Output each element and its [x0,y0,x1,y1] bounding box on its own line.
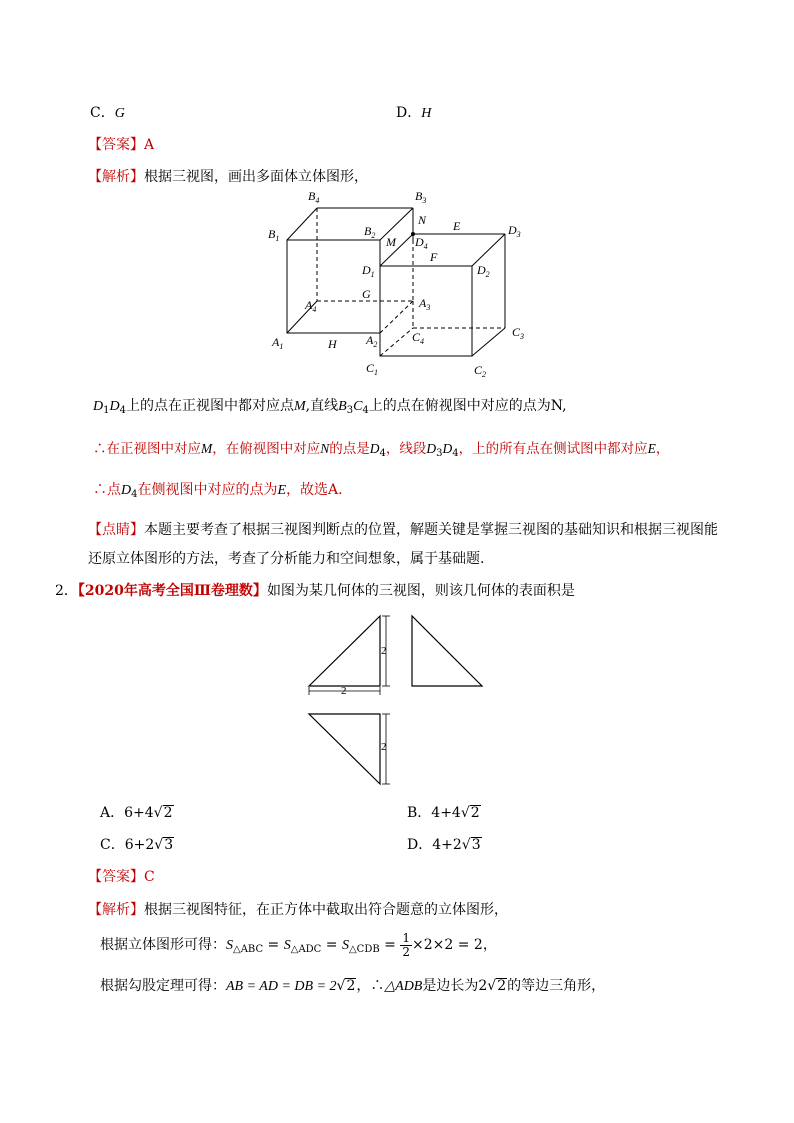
q2-pyth-line: 根据勾股定理可得：AB = AD = DB = 2√2，∴△ADB是边长为2√2的等边三角形， [100,978,606,994]
s3: S [341,938,349,953]
option-d-letter: D． [396,105,422,121]
label-d3: $D_3$ [508,223,521,239]
q1-analysis [88,166,368,186]
therefore-sign: ∴ [93,482,107,498]
answer-tag: 【答案】 [88,869,144,885]
pyth-mid: ，∴ [356,978,385,994]
label-d4: $D_4$ [415,235,428,251]
right-cube-edge-d2d3 [472,234,505,266]
line1-text2: ,直线 [305,398,339,414]
area-tail: ×2×2 = 2 [411,937,483,953]
frac-den: 2 [402,944,410,959]
line2-text2: ，在俯视图中对应 [212,441,321,457]
q2-analysis [88,899,508,919]
line2-text6: ， [655,441,670,457]
point-n: N [320,441,330,456]
source-tag: 【2020年高考全国Ⅲ卷理数】 [77,583,267,599]
q1-line1 [93,395,567,416]
question-stem: 如图为某几何体的三视图，则该几何体的表面积是 [266,583,575,599]
label-b3: $B_3$ [415,189,427,205]
label-a1: $A_1$ [272,335,284,351]
pyth-expr: AB = AD = DB = 2 [226,979,337,994]
answer-value: C [144,869,155,885]
option-root: 3 [471,837,481,853]
label-a4: $A_4$ [305,298,317,314]
pyth-root: 2 [346,978,356,994]
side-view [412,616,482,686]
seg: D [121,483,132,498]
label-d1: $D_1$ [362,263,375,279]
pyth-lead: 根据勾股定理可得： [100,978,226,994]
seg-c: B [338,399,347,414]
q2-option-a: A．6+4√2 [100,805,173,821]
question-number: 2． [55,583,78,599]
top-view [309,714,380,784]
line3-text2: 在侧视图中对应的点为 [137,482,278,498]
comment-text2: 还原立体图形的方法，考查了分析能力和空间想象，属于基础题. [88,551,485,567]
s3-sub: △CDB [348,944,380,955]
option-c-value: G [114,106,125,121]
label-b1: $B_1$ [268,227,280,243]
q1-answer [88,134,154,154]
analysis-tag: 【解析】 [88,169,144,185]
eq3: = [379,937,401,953]
label-m: M [386,235,396,249]
comment-tag: 【点睛】 [88,522,144,538]
left-cube-edge-b2b3 [380,208,413,240]
q2-area-line [100,928,497,962]
line2-text4: ，线段 [385,441,427,457]
label-c1: $C_1$ [366,361,379,377]
left-cube-edge-b1b4 [287,208,317,240]
area-end: ， [482,937,497,953]
option-letter: A． [100,805,125,821]
q2-option-c: C．6+2√3 [100,837,174,853]
eq2: = [321,937,342,953]
therefore-sign: ∴ [93,441,107,457]
pyth-text: 是边长为 [422,978,479,994]
point-m: M [201,441,213,456]
s2-sub: △ADC [290,944,322,955]
point-e: E [277,483,287,498]
option-letter: D． [407,837,433,853]
eq1: = [263,937,284,953]
label-b2: $B_2$ [364,224,376,240]
label-g: G [362,287,371,301]
pyth-tri: △ADB [384,979,423,994]
s1: S [226,938,233,953]
dim-front-h-label: 2 [381,645,387,657]
point-e: E [647,441,656,456]
line2-text5: ，上的所有点在侧试图中都对应 [458,441,648,457]
s2: S [283,938,291,953]
seg-a: D [426,441,437,456]
seg-sub: 4 [131,489,138,500]
seg-b-sub: 4 [452,448,459,459]
seg-d: D [369,441,380,456]
option-root: 2 [470,805,480,821]
seg-b: D [442,441,453,456]
option-value: 4+4 [431,805,461,821]
line2-text1: 在正视图中对应 [106,441,201,457]
option-value: 6+2 [124,837,155,853]
option-value: 4+2 [432,837,462,853]
line1-text3: 上的点在俯视图中对应的点为N, [368,398,567,414]
q2-answer [88,866,155,886]
option-letter: C． [100,837,125,853]
label-e: E [453,219,461,233]
label-n: N [418,213,427,227]
option-d [396,102,431,122]
line3-text1: 点 [107,482,121,498]
option-c-letter: C． [90,105,115,121]
pyth-root2: 2 [497,978,507,994]
label-h: H [328,337,337,351]
seg-b-sub: 4 [119,405,126,416]
line2-text3: 的点是 [329,441,370,457]
analysis-tag: 【解析】 [88,902,144,918]
analysis-text: 根据三视图，画出多面体立体图形， [144,169,368,185]
label-c4: $C_4$ [412,330,425,346]
point-m: M [294,399,306,414]
q1-line3 [93,479,343,500]
q1-line2 [93,437,669,459]
seg-d-sub: 4 [379,448,386,459]
label-a3: $A_3$ [419,296,431,312]
seg-d: C [353,399,363,414]
right-cube-edge-d1d4 [380,234,413,266]
pyth-end: 的等边三角形， [507,978,606,994]
q2-header [55,580,575,600]
line1-text1: 上的点在正视图中都对应点 [126,398,294,414]
q2-option-b: B．4+4√2 [407,805,480,821]
q2-option-d: D．4+2√3 [407,837,481,853]
seg-a-sub: 3 [436,448,443,459]
answer-value: A [144,137,155,153]
option-c [90,102,125,122]
dim-top-h-label: 2 [381,741,387,753]
line3-text3: ，故选A. [286,482,343,498]
s1-sub: △ABC [233,944,264,955]
label-b4: $B_4$ [308,189,320,205]
option-value: 6+4 [124,805,154,821]
cubes-figure [260,186,550,382]
hidden-c1c4 [380,328,413,356]
comment-text1: 本题主要考查了根据三视图判断点的位置，解题关键是掌握三视图的基础知识和根据三视图能 [144,522,718,538]
option-root: 2 [163,805,173,821]
frac-num: 1 [402,930,410,945]
fraction [400,932,412,959]
seg-a: D [93,399,104,414]
analysis-text: 根据三视图特征，在正方体中截取出符合题意的立体图形， [144,902,508,918]
area-lead: 根据立体图形可得： [100,937,226,953]
three-views-figure [300,608,500,788]
option-letter: B． [407,805,432,821]
option-d-value: H [421,106,432,121]
label-c2: $C_2$ [474,363,487,379]
dim-front-w-label: 2 [341,685,347,697]
label-f: F [430,250,438,264]
seg-a-sub: 1 [103,405,110,416]
right-cube-edge-c2c3 [472,328,505,356]
answer-tag: 【答案】 [88,137,144,153]
seg-d-sub: 4 [362,405,369,416]
label-a2: $A_2$ [366,333,378,349]
q1-comment [88,516,718,574]
seg-c-sub: 3 [346,405,354,416]
seg-b: D [109,399,120,414]
hidden-a2a3 [380,301,413,333]
front-view [309,616,380,686]
option-root: 3 [164,837,174,853]
pyth-val: 2 [478,978,488,994]
label-d2: $D_2$ [477,263,490,279]
label-c3: $C_3$ [512,325,525,341]
